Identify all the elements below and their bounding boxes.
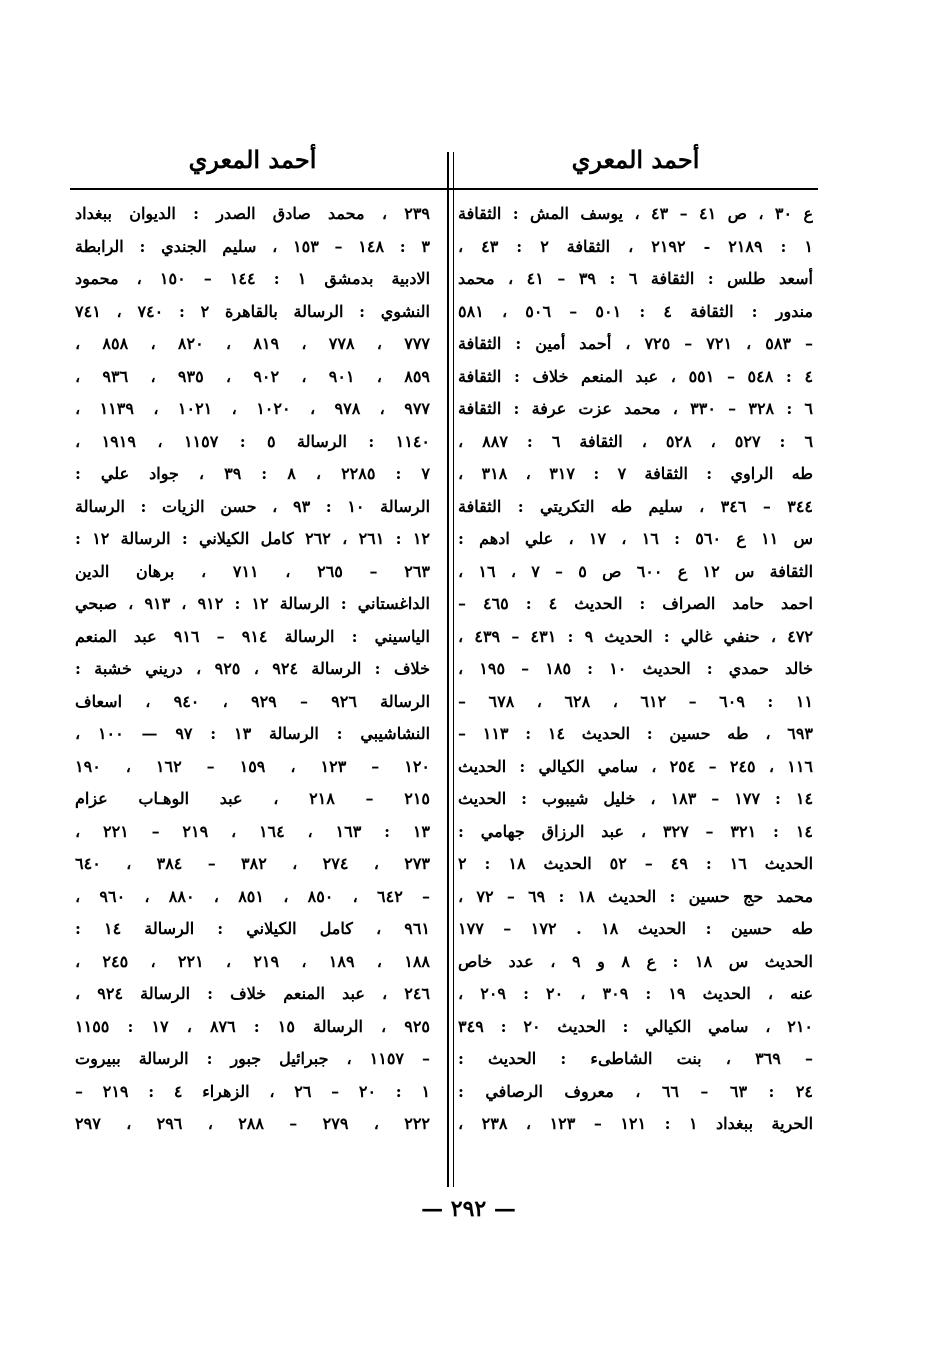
text-line: ١١ : ٦٠٩ – ٦١٢ ، ٦٢٨ ، ٦٧٨ – [458,691,813,711]
text-line: ٦ : ٣٢٨ – ٣٣٠ ، محمد عزت عرفة : الثقافة [458,399,813,418]
header-divider [70,188,818,190]
left-column-text [75,198,430,1141]
text-line: الرسالة ٩٢٦ – ٩٢٩ ، ٩٤٠ ، اسعاف [75,691,430,711]
text-line: أسعد طلس : الثقافة ٦ : ٣٩ – ٤١ ، محمد [458,269,813,288]
text-line: احمد حامد الصراف : الحديث ٤ : ٤٦٥ – [458,594,813,613]
text-line: ٣٤٤ – ٣٤٦ ، سليم طه التكريتي : الثقافة [458,496,813,516]
text-line: ٩٧٧ ، ٩٧٨ ، ١٠٢٠ ، ١٠٢١ ، ١١٣٩ ، [75,399,430,418]
page-number: — ٢٩٢ — [421,1196,516,1222]
text-line: ٤٧٢ ، حنفي غالي : الحديث ٩ : ٤٣١ – ٤٣٩ ، [458,626,813,646]
right-column-text [458,198,813,1141]
text-line: النشوي : الرسالة بالقاهرة ٢ : ٧٤٠ ، ٧٤١ [75,301,430,321]
text-line: ٢٢٢ ، ٢٧٩ – ٢٨٨ ، ٢٩٦ ، ٢٩٧ [75,1114,430,1133]
right-column-title: أحمد المعري [571,145,700,174]
text-line: – ٣٦٩ ، بنت الشاطىء : الحديث : [458,1049,813,1068]
text-line: الداغستاني : الرسالة ١٢ : ٩١٢ ، ٩١٣ ، صبحي [75,594,430,613]
text-line: – ١١٥٧ ، جبرائيل جبور : الرسالة ببيروت [75,1049,430,1068]
text-line: خالد حمدي : الحديث ١٠ : ١٨٥ – ١٩٥ ، [458,659,813,678]
text-line: ١٣ : ١٦٣ ، ١٦٤ ، ٢١٩ – ٢٢١ ، [75,821,430,841]
text-line: الثقافة س ١٢ ع ٦٠٠ ص ٥ – ٧ ، ١٦ ، [458,561,813,581]
column-divider [447,152,449,1187]
text-line: الحرية ببغداد ١ : ١٢١ – ١٢٣ ، ٢٣٨ ، [458,1114,813,1133]
text-line: ٦٩٣ ، طه حسين : الحديث ١٤ : ١١٣ – [458,724,813,743]
text-line: ١١٤٠ : الرسالة ٥ : ١١٥٧ ، ١٩١٩ ، [75,431,430,451]
text-line: ١١٦ ، ٢٤٥ – ٢٥٤ ، سامي الكيالي : الحديث [458,756,813,776]
text-line: مندور : الثقافة ٤ : ٥٠١ – ٥٠٦ ، ٥٨١ [458,301,813,321]
text-line: ٧ : ٢٢٨٥ ، ٨ : ٣٩ ، جواد علي : [75,464,430,483]
text-line: ١٢ : ٢٦١ ، ٢٦٢ كامل الكيلاني : الرسالة ١٢ : [75,529,430,548]
text-line: ١٤ : ١٧٧ – ١٨٣ ، خليل شيبوب : الحديث [458,789,813,808]
text-line: ١ : ٢٠ – ٢٦ ، الزهراء ٤ : ٢١٩ – [75,1081,430,1101]
text-line: ٧٧٧ ، ٧٧٨ ، ٨١٩ ، ٨٢٠ ، ٨٥٨ ، [75,334,430,353]
text-line: النشاشيبي : الرسالة ١٣ : ٩٧ — ١٠٠ ، [75,724,430,743]
text-line: ٢٤ : ٦٣ – ٦٦ ، معروف الرصافي : [458,1081,813,1101]
text-line: ٢٤٦ ، عبد المنعم خلاف : الرسالة ٩٢٤ ، [75,984,430,1003]
text-line: الادبية بدمشق ١ : ١٤٤ – ١٥٠ ، محمود [75,269,430,288]
text-line: ٢١٠ ، سامي الكيالي : الحديث ٢٠ : ٣٤٩ [458,1016,813,1036]
text-line: طه حسين : الحديث ١٨ . ١٧٢ – ١٧٧ [458,919,813,938]
text-line: الياسيني : الرسالة ٩١٤ – ٩١٦ عبد المنعم [75,626,430,646]
text-line: محمد حج حسين : الحديث ١٨ : ٦٩ – ٧٢ ، [458,886,813,906]
text-line: الحديث س ١٨ : ع ٨ و ٩ ، عدد خاص [458,951,813,971]
text-line: ع ٣٠ ، ص ٤١ – ٤٣ ، يوسف المش : الثقافة [458,204,813,223]
left-column-title: أحمد المعري [188,145,317,174]
text-line: – ٦٤٢ ، ٨٥٠ ، ٨٥١ ، ٨٨٠ ، ٩٦٠ ، [75,886,430,906]
text-line: ٢١٥ – ٢١٨ ، عبد الوهـاب عزام [75,789,430,808]
text-line: طه الراوي : الثقافة ٧ : ٣١٧ ، ٣١٨ ، [458,464,813,483]
column-divider-inner [453,152,454,1187]
text-line: الرسالة ١٠ : ٩٣ ، حسن الزيات : الرسالة [75,496,430,516]
text-line: ٩٦١ ، كامل الكيلاني : الرسالة ١٤ : [75,919,430,938]
text-line: – ٥٨٣ ، ٧٢١ – ٧٢٥ ، أحمد أمين : الثقافة [458,334,813,353]
text-line: ٦ : ٥٢٧ ، ٥٢٨ ، الثقافة ٦ : ٨٨٧ ، [458,431,813,451]
text-line: ١٨٨ ، ١٨٩ ، ٢١٩ ، ٢٢١ ، ٢٤٥ ، [75,951,430,971]
text-line: ١ : ٢١٨٩ - ٢١٩٢ ، الثقافة ٢ : ٤٣ ، [458,236,813,256]
text-line: عنه ، الحديث ١٩ : ٣٠٩ ، ٢٠ : ٢٠٩ ، [458,984,813,1003]
text-line: ٩٢٥ ، الرسالة ١٥ : ٨٧٦ ، ١٧ : ١١٥٥ [75,1016,430,1036]
text-line: الحديث ١٦ : ٤٩ – ٥٢ الحديث ١٨ : ٢ [458,854,813,873]
text-line: ٣ : ١٤٨ – ١٥٣ ، سليم الجندي : الرابطة [75,236,430,256]
text-line: ٨٥٩ ، ٩٠١ ، ٩٠٢ ، ٩٣٥ ، ٩٣٦ ، [75,366,430,386]
text-line: ٢٣٩ ، محمد صادق الصدر : الديوان ببغداد [75,204,430,223]
text-line: خلاف : الرسالة ٩٢٤ ، ٩٢٥ ، دريني خشبة : [75,659,430,678]
text-line: ٤ : ٥٤٨ – ٥٥١ ، عبد المنعم خلاف : الثقافة [458,366,813,386]
text-line: ٢٧٣ ، ٢٧٤ ، ٣٨٢ – ٣٨٤ ، ٦٤٠ [75,854,430,873]
text-line: ٢٦٣ – ٢٦٥ ، ٧١١ ، برهان الدين [75,561,430,581]
text-line: ١٢٠ – ١٢٣ ، ١٥٩ – ١٦٢ ، ١٩٠ [75,756,430,776]
text-line: ١٤ : ٣٢١ – ٣٢٧ ، عبد الرزاق جهامي : [458,821,813,841]
text-line: س ١١ ع ٥٦٠ : ١٦ ، ١٧ ، علي ادهم : [458,529,813,548]
